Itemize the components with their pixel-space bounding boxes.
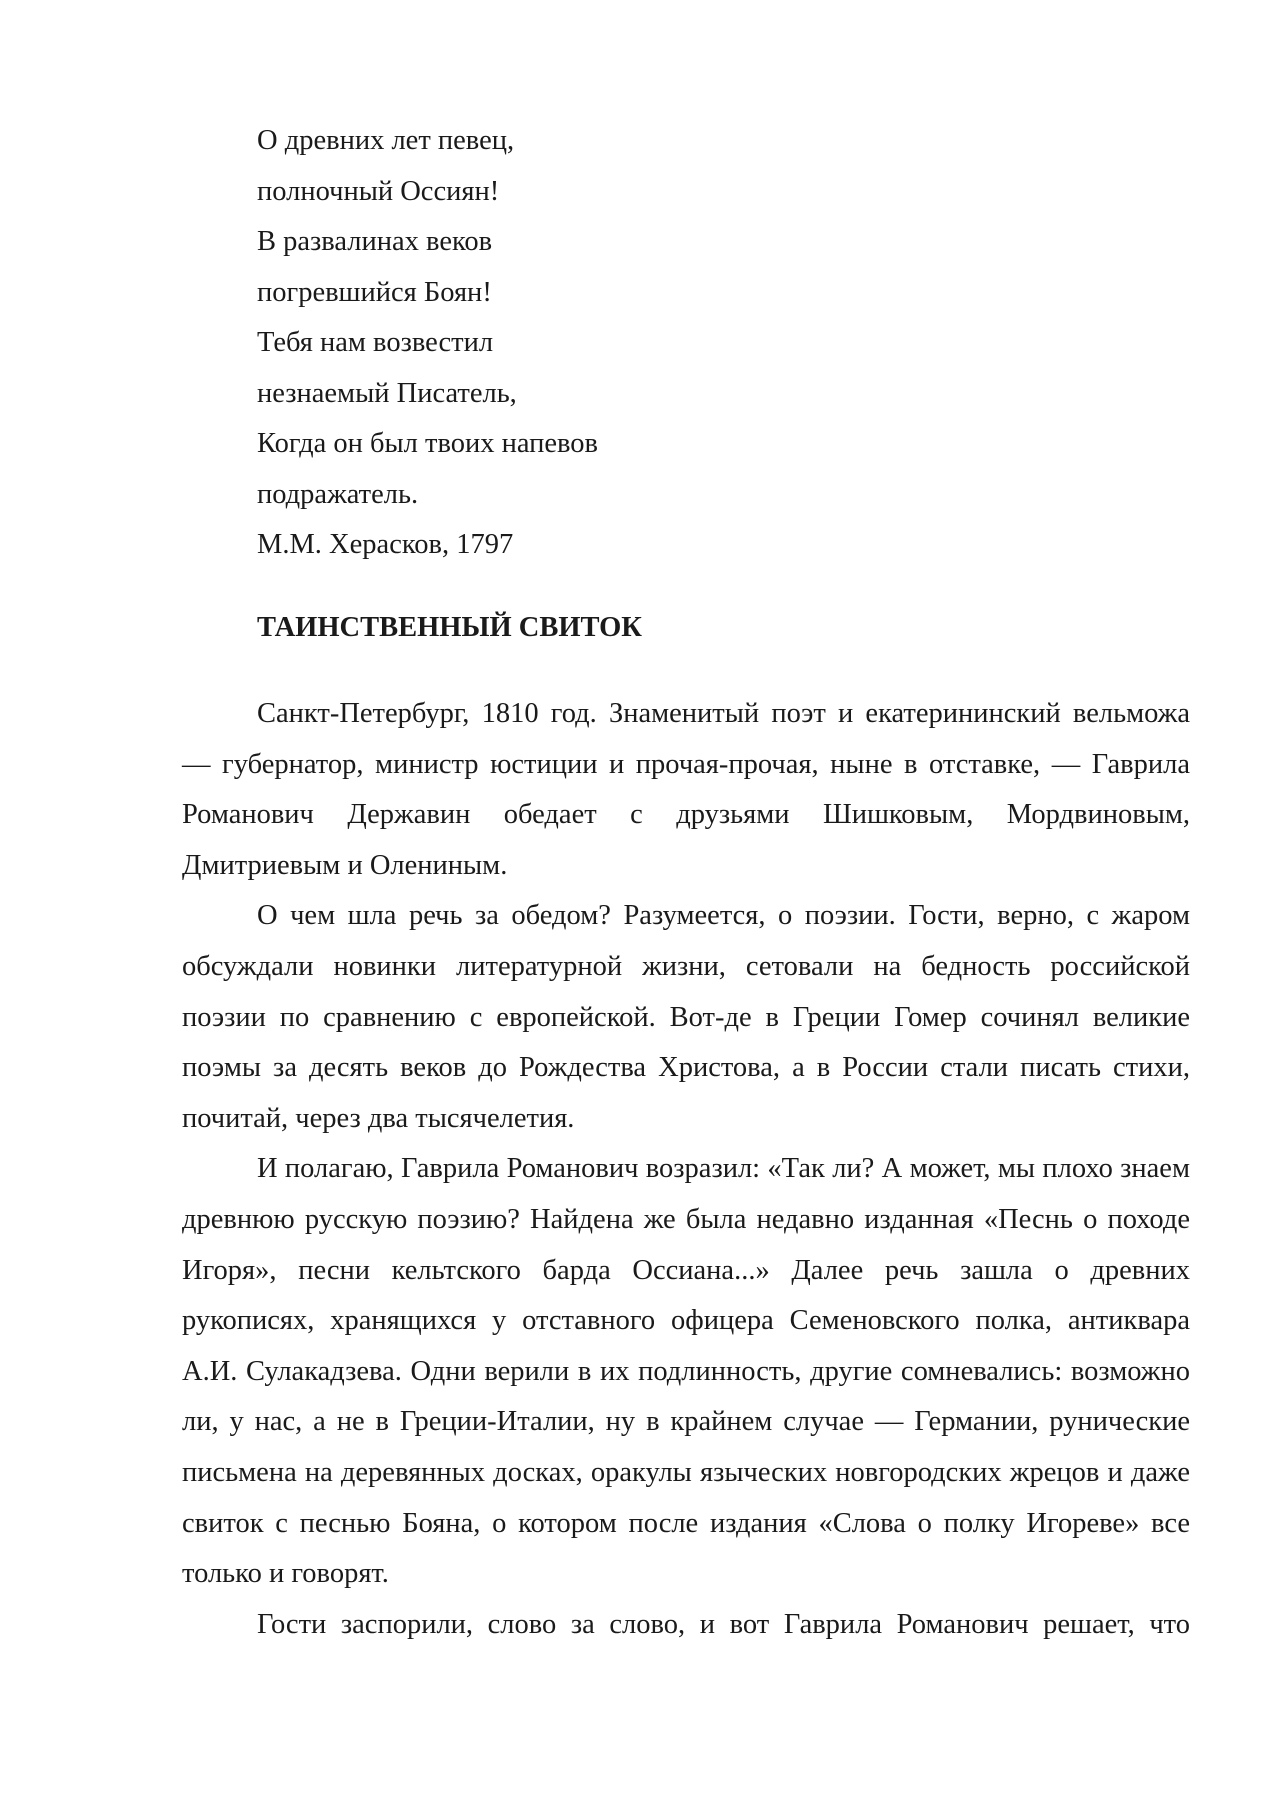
epigraph [257, 116, 957, 571]
epigraph-attribution: М.М. Херасков, 1797 [257, 529, 514, 560]
epigraph-line: погревшийся Боян! [257, 276, 492, 308]
paragraph: О чем шла речь за обедом? Разумеется, о поэзии. Гости, верно, с жаром обсуждали новинки литературной жизни, сетовали на бедность российской поэзии по сравнению с европейской. Вот-де в Греции Гомер сочинял великие поэмы за десять веков до Рождества Христова, а в России стали писать стихи, почитай, через два тысячелетия. [182, 900, 1190, 1134]
epigraph-line: подражатель. [257, 478, 419, 510]
body-text [182, 689, 1190, 1650]
epigraph-line: О древних лет певец, [257, 125, 515, 156]
epigraph-line: полночный Оссиян! [257, 175, 500, 207]
epigraph-line: Тебя нам возвестил [257, 327, 494, 358]
chapter-title: ТАИНСТВЕННЫЙ СВИТОК [257, 612, 642, 643]
epigraph-line: В развалинах веков [257, 226, 493, 257]
paragraph: И полагаю, Гаврила Романович возразил: «Так ли? А может, мы плохо знаем древнюю русскую поэзию? Найдена же была недавно изданная «Песнь о походе Игоря», песни кельтского барда Оссиана...» Далее речь зашла о древних рукописях, хранящихся у отставного офицера Семеновского полка, антиквара А.И. Сулакадзева. Одни верили в их подлинность, другие сомневались: возможно ли, у нас, а не в Греции-Италии, ну в крайнем случае — Германии, рунические письмена на деревянных досках, оракулы языческих новгородских жрецов и даже свиток с песнью Бояна, о котором после издания «Слова о полку Игореве» все только и говорят. [182, 1153, 1190, 1590]
paragraph: Гости заспорили, слово за слово, и вот Гаврила Романович решает, что [257, 1608, 1190, 1640]
paragraph: Санкт-Петербург, 1810 год. Знаменитый поэт и екатерининский вельможа — губернатор, министр юстиции и прочая-прочая, ныне в отставке, — Гаврила Романович Державин обедает с друзьями Шишковым, Мордвиновым, Дмитриевым и Олениным. [182, 698, 1190, 881]
epigraph-line: незнаемый Писатель, [257, 377, 517, 409]
epigraph-line: Когда он был твоих напевов [257, 428, 598, 459]
